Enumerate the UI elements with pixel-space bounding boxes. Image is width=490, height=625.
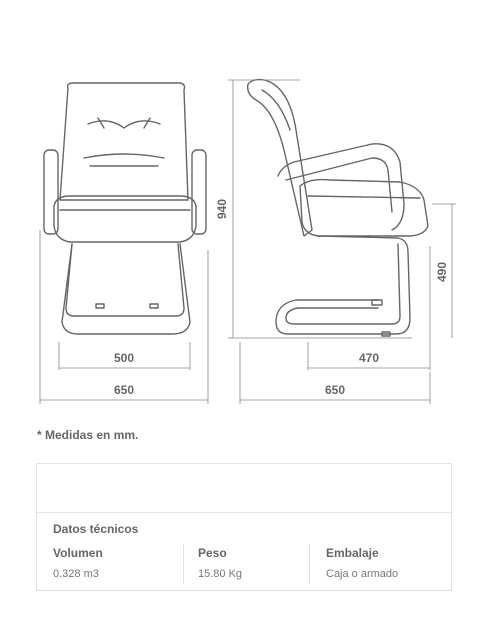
dim-side-height: 940 (215, 198, 229, 220)
dim-front-total-width: 650 (113, 383, 135, 397)
spec-weight (183, 544, 324, 584)
tech-specs-columns (37, 544, 453, 586)
spec-label: Embalaje (326, 546, 379, 560)
dimension-labels (114, 199, 449, 397)
side-view-chair (248, 79, 428, 336)
spec-volume (53, 544, 183, 584)
spec-value: 15.80 Kg (198, 568, 243, 580)
tech-specs-title: Datos técnicos (53, 522, 139, 536)
spec-value: 0.328 m3 (53, 568, 99, 580)
tech-specs-card (36, 463, 452, 591)
dim-side-total-depth: 650 (324, 383, 346, 397)
card-header-area (37, 464, 451, 513)
dim-side-seat-height: 490 (435, 261, 449, 283)
spec-packaging (309, 544, 456, 584)
spec-value: Caja o armado (326, 568, 399, 580)
measurement-note: * Medidas en mm. (37, 428, 139, 442)
spec-label: Peso (198, 546, 227, 560)
spec-label: Volumen (53, 546, 103, 560)
dim-side-seat-depth: 470 (358, 351, 380, 365)
dim-front-seat-width: 500 (113, 351, 135, 365)
front-view-chair (44, 83, 206, 334)
